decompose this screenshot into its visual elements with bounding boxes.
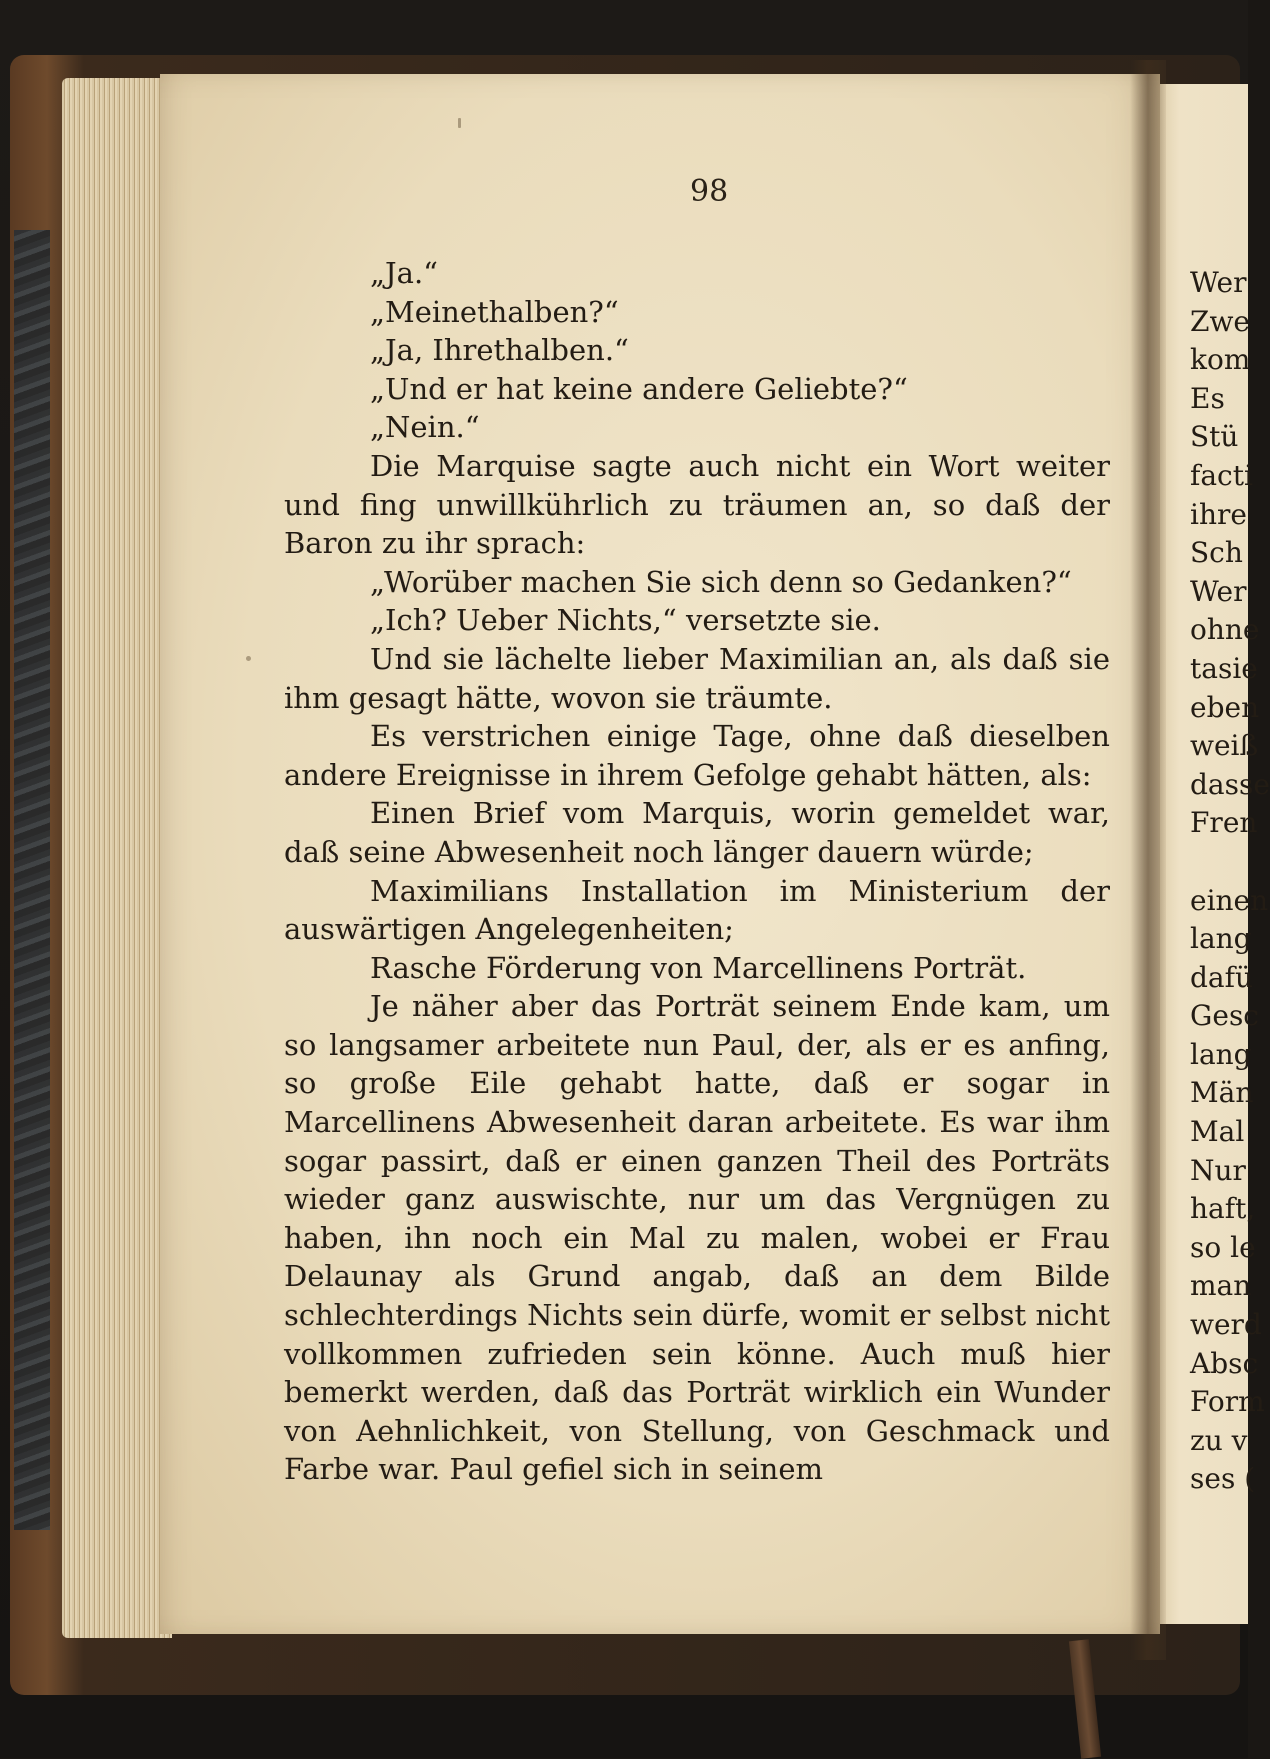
paragraph: Maximilians Installation im Ministerium der auswärtigen Angelegenheiten; [284, 873, 1110, 947]
facing-line-fragment: dasse [1190, 767, 1270, 801]
dialog-line: „Und er hat keine andere Geliebte?“ [370, 371, 908, 406]
facing-line-fragment: Gesc [1190, 999, 1259, 1033]
facing-line-fragment: ses ( [1190, 1462, 1256, 1496]
facing-line-fragment: einen [1190, 883, 1269, 917]
book-gutter [1130, 60, 1166, 1660]
facing-line-fragment: Nur [1190, 1153, 1246, 1187]
facing-line-fragment: man [1190, 1269, 1252, 1303]
facing-line-fragment [1190, 843, 1250, 882]
facing-line-fragment: Sch [1190, 536, 1243, 570]
paragraph: Die Marquise sagte auch nicht ein Wort weiter und fing unwillkührlich zu träumen an, so daß der Baron zu ihr sprach: [284, 448, 1110, 561]
facing-line-fragment: Es [1190, 381, 1225, 415]
facing-line-fragment: Form [1190, 1385, 1265, 1419]
dialog-line: „Ich? Ueber Nichts,“ versetzte sie. [370, 603, 881, 638]
facing-line-fragment: haft, [1190, 1192, 1256, 1226]
paragraph: Einen Brief vom Marquis, worin gemeldet war, daß seine Abwesenheit noch länger dauern würde; [284, 796, 1110, 869]
dialog-line: „Worüber machen Sie sich denn so Gedanken?“ [370, 564, 1072, 599]
facing-line-fragment: Mal [1190, 1115, 1245, 1149]
facing-line-fragment: Män [1190, 1076, 1254, 1110]
dialog-line: „Ja.“ [370, 256, 438, 290]
page-body-text [284, 254, 1110, 1489]
facing-page-text-fragments [1190, 264, 1270, 1499]
facing-line-fragment: zu v [1190, 1423, 1248, 1457]
facing-line-fragment: lang [1190, 1037, 1252, 1071]
facing-line-fragment: so le [1190, 1230, 1256, 1264]
page-edges [62, 78, 172, 1638]
facing-line-fragment: eben [1190, 690, 1260, 724]
facing-line-fragment: Wer [1190, 266, 1247, 299]
dialog-line: „Meinethalben?“ [370, 294, 619, 329]
facing-line-fragment: Absc [1190, 1346, 1259, 1380]
facing-line-fragment: ohne [1190, 613, 1260, 647]
paragraph: Es verstrichen einige Tage, ohne daß dieselben andere Ereignisse in ihrem Gefolge gehabt hätten, als: [284, 719, 1110, 792]
facing-line-fragment: werd [1190, 1308, 1262, 1342]
facing-line-fragment: ihre [1190, 497, 1247, 531]
facing-line-fragment: Stü [1190, 420, 1239, 454]
facing-line-fragment: Fren [1190, 806, 1258, 840]
facing-line-fragment: facti [1190, 458, 1253, 492]
paragraph: Und sie lächelte lieber Maximilian an, als daß sie ihm gesagt hätte, wovon sie träumte. [284, 641, 1110, 715]
dialog-line: „Nein.“ [370, 410, 480, 445]
facing-line-fragment: lang [1190, 922, 1252, 956]
marbled-cover-edge [14, 230, 50, 1530]
facing-line-fragment: kom [1190, 343, 1251, 377]
dialog-line: „Ja, Ihrethalben.“ [370, 333, 629, 368]
facing-line-fragment: Zwe [1190, 304, 1250, 338]
page-number: 98 [690, 174, 729, 209]
paragraph: Je näher aber das Porträt seinem Ende kam, um so langsamer arbeitete nun Paul, der, als er es anfing, so große Eile gehabt hatte, daß er sogar in Marcellinens Abwesenheit daran arbeitete. Es war ihm sogar passirt, daß er einen ganzen Theil des Porträts wieder ganz auswischte, nur um das Vergnügen zu haben, ihn noch ein Mal zu malen, wobei er Frau Delaunay als Grund angab, daß an dem Bilde schlechterdings Nichts sein dürfe, womit er selbst nicht vollkommen zufrieden sein könne. Auch muß hier bemerkt werden, daß das Porträt wirklich ein Wunder von Aehnlichkeit, von Stellung, von Geschmack und Farbe war. Paul gefiel sich in seinem [284, 989, 1110, 1487]
paper-speck [458, 118, 461, 128]
facing-line-fragment: weiß [1190, 729, 1259, 763]
paper-speck [246, 656, 251, 661]
paragraph: Rasche Förderung von Marcellinens Porträt. [370, 950, 1027, 985]
facing-line-fragment: Wer [1190, 574, 1247, 608]
facing-line-fragment: dafü [1190, 960, 1254, 994]
facing-line-fragment: tasie [1190, 651, 1258, 685]
